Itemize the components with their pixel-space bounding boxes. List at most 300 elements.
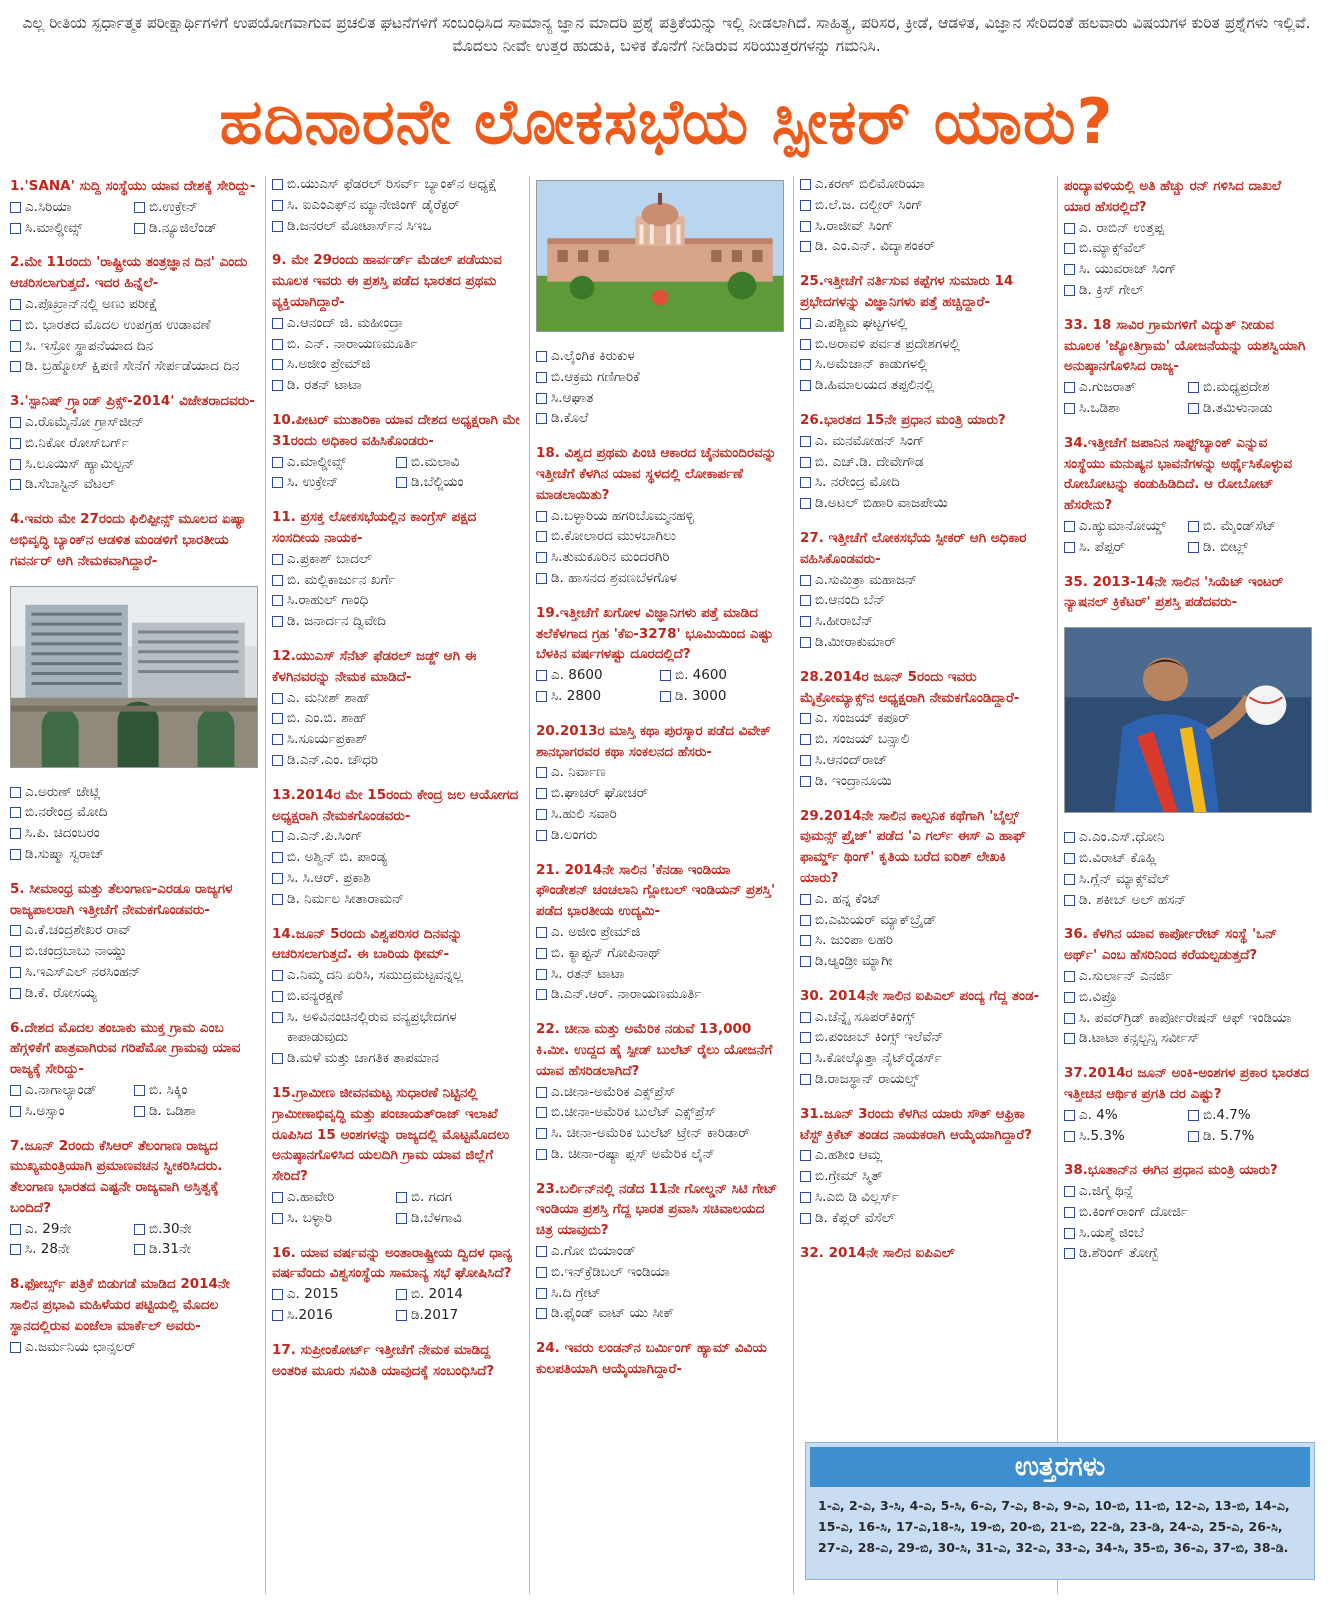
checkbox-icon[interactable] (396, 477, 407, 488)
checkbox-icon[interactable] (800, 1032, 811, 1043)
answer-option[interactable] (800, 493, 1048, 514)
checkbox-icon[interactable] (800, 1012, 811, 1023)
answer-option[interactable] (800, 236, 1048, 257)
answer-option[interactable] (396, 472, 520, 493)
answer-option[interactable] (10, 218, 134, 239)
checkbox-icon[interactable] (10, 299, 21, 310)
checkbox-icon[interactable] (1188, 521, 1199, 532)
checkbox-icon[interactable] (272, 575, 283, 586)
answer-option[interactable] (10, 1239, 134, 1260)
answer-option[interactable] (800, 889, 1048, 910)
checkbox-icon[interactable] (272, 831, 283, 842)
checkbox-icon[interactable] (800, 734, 811, 745)
checkbox-icon[interactable] (10, 479, 21, 490)
answer-option[interactable] (10, 844, 258, 865)
checkbox-icon[interactable] (536, 691, 547, 702)
checkbox-icon[interactable] (134, 1085, 145, 1096)
answer-option[interactable] (10, 336, 258, 357)
checkbox-icon[interactable] (396, 457, 407, 468)
answer-option[interactable] (10, 294, 258, 315)
answer-option[interactable] (272, 570, 520, 591)
answer-option[interactable] (536, 686, 660, 707)
answer-option[interactable] (800, 375, 1048, 396)
checkbox-icon[interactable] (536, 788, 547, 799)
checkbox-icon[interactable] (1064, 1228, 1075, 1239)
checkbox-icon[interactable] (10, 202, 21, 213)
answer-option[interactable] (800, 590, 1048, 611)
answer-option[interactable] (1064, 869, 1312, 890)
checkbox-icon[interactable] (800, 1053, 811, 1064)
answer-option[interactable] (396, 1187, 520, 1208)
checkbox-icon[interactable] (272, 616, 283, 627)
answer-option[interactable] (134, 1239, 258, 1260)
answer-option[interactable] (536, 984, 784, 1005)
answer-option[interactable] (134, 197, 258, 218)
checkbox-icon[interactable] (1064, 382, 1075, 393)
checkbox-icon[interactable] (272, 1213, 283, 1224)
checkbox-icon[interactable] (800, 776, 811, 787)
answer-option[interactable] (396, 1284, 520, 1305)
answer-option[interactable] (536, 388, 784, 409)
answer-option[interactable] (272, 729, 520, 750)
answer-option[interactable] (272, 708, 520, 729)
answer-option[interactable] (134, 1101, 258, 1122)
checkbox-icon[interactable] (800, 436, 811, 447)
checkbox-icon[interactable] (134, 202, 145, 213)
checkbox-icon[interactable] (10, 807, 21, 818)
checkbox-icon[interactable] (1064, 853, 1075, 864)
checkbox-icon[interactable] (10, 341, 21, 352)
answer-option[interactable] (1064, 966, 1312, 987)
answer-option[interactable] (272, 611, 520, 632)
checkbox-icon[interactable] (800, 1074, 811, 1085)
answer-option[interactable] (800, 930, 1048, 951)
checkbox-icon[interactable] (536, 1149, 547, 1160)
answer-option[interactable] (272, 1048, 520, 1069)
checkbox-icon[interactable] (800, 200, 811, 211)
answer-option[interactable] (272, 847, 520, 868)
answer-option[interactable] (800, 1187, 1048, 1208)
answer-option[interactable] (272, 826, 520, 847)
checkbox-icon[interactable] (10, 361, 21, 372)
checkbox-icon[interactable] (10, 967, 21, 978)
answer-option[interactable] (1188, 377, 1312, 398)
answer-option[interactable] (10, 412, 258, 433)
answer-option[interactable] (10, 315, 258, 336)
checkbox-icon[interactable] (800, 755, 811, 766)
checkbox-icon[interactable] (272, 1012, 283, 1023)
checkbox-icon[interactable] (272, 1310, 283, 1321)
checkbox-icon[interactable] (272, 595, 283, 606)
checkbox-icon[interactable] (1064, 1033, 1075, 1044)
answer-option[interactable] (800, 334, 1048, 355)
checkbox-icon[interactable] (272, 380, 283, 391)
checkbox-icon[interactable] (134, 1106, 145, 1117)
checkbox-icon[interactable] (660, 670, 671, 681)
checkbox-icon[interactable] (536, 969, 547, 980)
checkbox-icon[interactable] (272, 339, 283, 350)
answer-option[interactable] (272, 375, 520, 396)
answer-option[interactable] (536, 1262, 784, 1283)
checkbox-icon[interactable] (10, 1244, 21, 1255)
answer-option[interactable] (800, 1208, 1048, 1229)
answer-option[interactable] (134, 1219, 258, 1240)
checkbox-icon[interactable] (536, 1267, 547, 1278)
answer-option[interactable] (1064, 848, 1312, 869)
checkbox-icon[interactable] (800, 935, 811, 946)
checkbox-icon[interactable] (1064, 895, 1075, 906)
checkbox-icon[interactable] (800, 575, 811, 586)
answer-option[interactable] (536, 568, 784, 589)
answer-option[interactable] (536, 367, 784, 388)
answer-option[interactable] (536, 506, 784, 527)
checkbox-icon[interactable] (10, 849, 21, 860)
answer-option[interactable] (10, 433, 258, 454)
answer-option[interactable] (1064, 890, 1312, 911)
answer-option[interactable] (1064, 1181, 1312, 1202)
answer-option[interactable] (1064, 377, 1188, 398)
checkbox-icon[interactable] (272, 970, 283, 981)
checkbox-icon[interactable] (10, 459, 21, 470)
checkbox-icon[interactable] (800, 637, 811, 648)
answer-option[interactable] (272, 1187, 396, 1208)
checkbox-icon[interactable] (536, 1308, 547, 1319)
answer-option[interactable] (10, 983, 258, 1004)
answer-option[interactable] (272, 590, 520, 611)
checkbox-icon[interactable] (1064, 223, 1075, 234)
answer-option[interactable] (10, 474, 258, 495)
checkbox-icon[interactable] (1064, 243, 1075, 254)
answer-option[interactable] (1188, 537, 1312, 558)
answer-option[interactable] (272, 750, 520, 771)
checkbox-icon[interactable] (1188, 1110, 1199, 1121)
answer-option[interactable] (10, 920, 258, 941)
checkbox-icon[interactable] (272, 693, 283, 704)
checkbox-icon[interactable] (536, 351, 547, 362)
answer-option[interactable] (800, 910, 1048, 931)
answer-option[interactable] (536, 1283, 784, 1304)
answer-option[interactable] (800, 1145, 1048, 1166)
checkbox-icon[interactable] (1064, 285, 1075, 296)
answer-option[interactable] (1064, 398, 1188, 419)
checkbox-icon[interactable] (536, 1087, 547, 1098)
answer-option[interactable] (272, 176, 520, 195)
checkbox-icon[interactable] (1064, 874, 1075, 885)
checkbox-icon[interactable] (272, 852, 283, 863)
checkbox-icon[interactable] (272, 1053, 283, 1064)
answer-option[interactable] (536, 1241, 784, 1262)
answer-option[interactable] (10, 454, 258, 475)
checkbox-icon[interactable] (536, 372, 547, 383)
checkbox-icon[interactable] (1064, 1110, 1075, 1121)
checkbox-icon[interactable] (272, 359, 283, 370)
checkbox-icon[interactable] (134, 223, 145, 234)
answer-option[interactable] (272, 1208, 396, 1229)
answer-option[interactable] (800, 431, 1048, 452)
answer-option[interactable] (272, 986, 520, 1007)
checkbox-icon[interactable] (272, 713, 283, 724)
answer-option[interactable] (10, 1219, 134, 1240)
answer-option[interactable] (10, 1101, 134, 1122)
checkbox-icon[interactable] (396, 1213, 407, 1224)
answer-option[interactable] (536, 783, 784, 804)
answer-option[interactable] (10, 1337, 258, 1358)
answer-option[interactable] (800, 632, 1048, 653)
checkbox-icon[interactable] (272, 457, 283, 468)
checkbox-icon[interactable] (396, 1289, 407, 1300)
checkbox-icon[interactable] (10, 988, 21, 999)
checkbox-icon[interactable] (1064, 1013, 1075, 1024)
answer-option[interactable] (1064, 516, 1188, 537)
checkbox-icon[interactable] (800, 339, 811, 350)
answer-option[interactable] (10, 941, 258, 962)
checkbox-icon[interactable] (272, 477, 283, 488)
checkbox-icon[interactable] (10, 1342, 21, 1353)
answer-option[interactable] (1064, 280, 1312, 301)
answer-option[interactable] (536, 943, 784, 964)
answer-option[interactable] (1064, 987, 1312, 1008)
answer-option[interactable] (660, 686, 784, 707)
checkbox-icon[interactable] (10, 925, 21, 936)
answer-option[interactable] (536, 1123, 784, 1144)
answer-option[interactable] (800, 216, 1048, 237)
answer-option[interactable] (10, 802, 258, 823)
answer-option[interactable] (536, 408, 784, 429)
checkbox-icon[interactable] (1188, 403, 1199, 414)
answer-option[interactable] (396, 452, 520, 473)
answer-option[interactable] (1064, 238, 1312, 259)
answer-option[interactable] (800, 354, 1048, 375)
answer-option[interactable] (272, 313, 520, 334)
checkbox-icon[interactable] (800, 221, 811, 232)
answer-option[interactable] (536, 346, 784, 367)
answer-option[interactable] (272, 452, 396, 473)
checkbox-icon[interactable] (536, 413, 547, 424)
answer-option[interactable] (1064, 218, 1312, 239)
checkbox-icon[interactable] (536, 670, 547, 681)
answer-option[interactable] (10, 962, 258, 983)
answer-option[interactable] (800, 313, 1048, 334)
answer-option[interactable] (1064, 1223, 1312, 1244)
answer-option[interactable] (800, 1048, 1048, 1069)
answer-option[interactable] (1064, 1008, 1312, 1029)
answer-option[interactable] (272, 354, 520, 375)
checkbox-icon[interactable] (272, 200, 283, 211)
checkbox-icon[interactable] (536, 552, 547, 563)
answer-option[interactable] (10, 782, 258, 803)
checkbox-icon[interactable] (272, 1192, 283, 1203)
answer-option[interactable] (272, 868, 520, 889)
answer-option[interactable] (272, 549, 520, 570)
checkbox-icon[interactable] (536, 830, 547, 841)
checkbox-icon[interactable] (536, 767, 547, 778)
answer-option[interactable] (1064, 827, 1312, 848)
checkbox-icon[interactable] (800, 1192, 811, 1203)
checkbox-icon[interactable] (396, 1192, 407, 1203)
answer-option[interactable] (396, 1208, 520, 1229)
answer-option[interactable] (272, 1284, 396, 1305)
answer-option[interactable] (536, 547, 784, 568)
checkbox-icon[interactable] (396, 1310, 407, 1321)
checkbox-icon[interactable] (536, 948, 547, 959)
checkbox-icon[interactable] (800, 1150, 811, 1161)
checkbox-icon[interactable] (10, 223, 21, 234)
checkbox-icon[interactable] (272, 179, 283, 190)
checkbox-icon[interactable] (536, 1107, 547, 1118)
checkbox-icon[interactable] (10, 1085, 21, 1096)
answer-option[interactable] (800, 1069, 1048, 1090)
answer-option[interactable] (134, 1080, 258, 1101)
answer-option[interactable] (1188, 516, 1312, 537)
answer-option[interactable] (536, 922, 784, 943)
checkbox-icon[interactable] (1064, 1186, 1075, 1197)
answer-option[interactable] (134, 218, 258, 239)
checkbox-icon[interactable] (1064, 403, 1075, 414)
checkbox-icon[interactable] (800, 713, 811, 724)
answer-option[interactable] (1064, 1243, 1312, 1264)
checkbox-icon[interactable] (1064, 992, 1075, 1003)
checkbox-icon[interactable] (272, 894, 283, 905)
answer-option[interactable] (800, 195, 1048, 216)
checkbox-icon[interactable] (536, 809, 547, 820)
checkbox-icon[interactable] (800, 1213, 811, 1224)
answer-option[interactable] (272, 965, 520, 986)
checkbox-icon[interactable] (10, 946, 21, 957)
answer-option[interactable] (1188, 1126, 1312, 1147)
checkbox-icon[interactable] (10, 828, 21, 839)
answer-option[interactable] (660, 665, 784, 686)
checkbox-icon[interactable] (272, 1289, 283, 1300)
answer-option[interactable] (536, 665, 660, 686)
answer-option[interactable] (800, 1166, 1048, 1187)
answer-option[interactable] (536, 825, 784, 846)
checkbox-icon[interactable] (272, 755, 283, 766)
checkbox-icon[interactable] (800, 241, 811, 252)
checkbox-icon[interactable] (10, 417, 21, 428)
checkbox-icon[interactable] (1064, 521, 1075, 532)
answer-option[interactable] (536, 964, 784, 985)
checkbox-icon[interactable] (800, 1171, 811, 1182)
answer-option[interactable] (10, 356, 258, 377)
checkbox-icon[interactable] (1064, 1131, 1075, 1142)
answer-option[interactable] (10, 823, 258, 844)
checkbox-icon[interactable] (272, 554, 283, 565)
answer-option[interactable] (800, 472, 1048, 493)
answer-option[interactable] (396, 1305, 520, 1326)
checkbox-icon[interactable] (660, 691, 671, 702)
checkbox-icon[interactable] (800, 894, 811, 905)
answer-option[interactable] (1064, 1202, 1312, 1223)
checkbox-icon[interactable] (10, 1106, 21, 1117)
answer-option[interactable] (536, 1082, 784, 1103)
answer-option[interactable] (272, 1305, 396, 1326)
checkbox-icon[interactable] (1064, 264, 1075, 275)
checkbox-icon[interactable] (536, 1288, 547, 1299)
checkbox-icon[interactable] (10, 1224, 21, 1235)
checkbox-icon[interactable] (1188, 1131, 1199, 1142)
checkbox-icon[interactable] (1188, 542, 1199, 553)
checkbox-icon[interactable] (272, 221, 283, 232)
checkbox-icon[interactable] (800, 380, 811, 391)
checkbox-icon[interactable] (1064, 1248, 1075, 1259)
checkbox-icon[interactable] (536, 573, 547, 584)
answer-option[interactable] (800, 452, 1048, 473)
checkbox-icon[interactable] (10, 438, 21, 449)
answer-option[interactable] (800, 570, 1048, 591)
answer-option[interactable] (536, 1144, 784, 1165)
answer-option[interactable] (1064, 1028, 1312, 1049)
answer-option[interactable] (10, 1080, 134, 1101)
answer-option[interactable] (1188, 1105, 1312, 1126)
checkbox-icon[interactable] (1188, 382, 1199, 393)
checkbox-icon[interactable] (272, 991, 283, 1002)
answer-option[interactable] (800, 750, 1048, 771)
checkbox-icon[interactable] (536, 927, 547, 938)
checkbox-icon[interactable] (134, 1224, 145, 1235)
answer-option[interactable] (1064, 1105, 1188, 1126)
answer-option[interactable] (800, 729, 1048, 750)
answer-option[interactable] (1188, 398, 1312, 419)
checkbox-icon[interactable] (1064, 1207, 1075, 1218)
answer-option[interactable] (800, 611, 1048, 632)
checkbox-icon[interactable] (536, 1246, 547, 1257)
checkbox-icon[interactable] (536, 531, 547, 542)
answer-option[interactable] (800, 1027, 1048, 1048)
checkbox-icon[interactable] (134, 1244, 145, 1255)
checkbox-icon[interactable] (800, 616, 811, 627)
answer-option[interactable] (1064, 259, 1312, 280)
checkbox-icon[interactable] (800, 956, 811, 967)
answer-option[interactable] (536, 1102, 784, 1123)
answer-option[interactable] (272, 195, 520, 216)
checkbox-icon[interactable] (800, 359, 811, 370)
answer-option[interactable] (272, 688, 520, 709)
answer-option[interactable] (1064, 537, 1188, 558)
checkbox-icon[interactable] (536, 989, 547, 1000)
checkbox-icon[interactable] (272, 734, 283, 745)
checkbox-icon[interactable] (10, 787, 21, 798)
checkbox-icon[interactable] (536, 393, 547, 404)
checkbox-icon[interactable] (800, 595, 811, 606)
answer-option[interactable] (272, 216, 520, 237)
answer-option[interactable] (10, 197, 134, 218)
checkbox-icon[interactable] (536, 511, 547, 522)
checkbox-icon[interactable] (272, 873, 283, 884)
checkbox-icon[interactable] (800, 457, 811, 468)
checkbox-icon[interactable] (10, 320, 21, 331)
answer-option[interactable] (536, 762, 784, 783)
answer-option[interactable] (536, 804, 784, 825)
answer-option[interactable] (800, 708, 1048, 729)
answer-option[interactable] (272, 1007, 520, 1049)
checkbox-icon[interactable] (800, 915, 811, 926)
answer-option[interactable] (800, 771, 1048, 792)
checkbox-icon[interactable] (1064, 971, 1075, 982)
checkbox-icon[interactable] (800, 498, 811, 509)
answer-option[interactable] (536, 526, 784, 547)
answer-option[interactable] (536, 1303, 784, 1324)
answer-option[interactable] (800, 1007, 1048, 1028)
answer-option[interactable] (800, 951, 1048, 972)
answer-option[interactable] (800, 176, 1048, 195)
checkbox-icon[interactable] (800, 179, 811, 190)
answer-option[interactable] (1064, 1126, 1188, 1147)
answer-option[interactable] (272, 889, 520, 910)
checkbox-icon[interactable] (800, 318, 811, 329)
checkbox-icon[interactable] (1064, 542, 1075, 553)
checkbox-icon[interactable] (800, 477, 811, 488)
checkbox-icon[interactable] (272, 318, 283, 329)
